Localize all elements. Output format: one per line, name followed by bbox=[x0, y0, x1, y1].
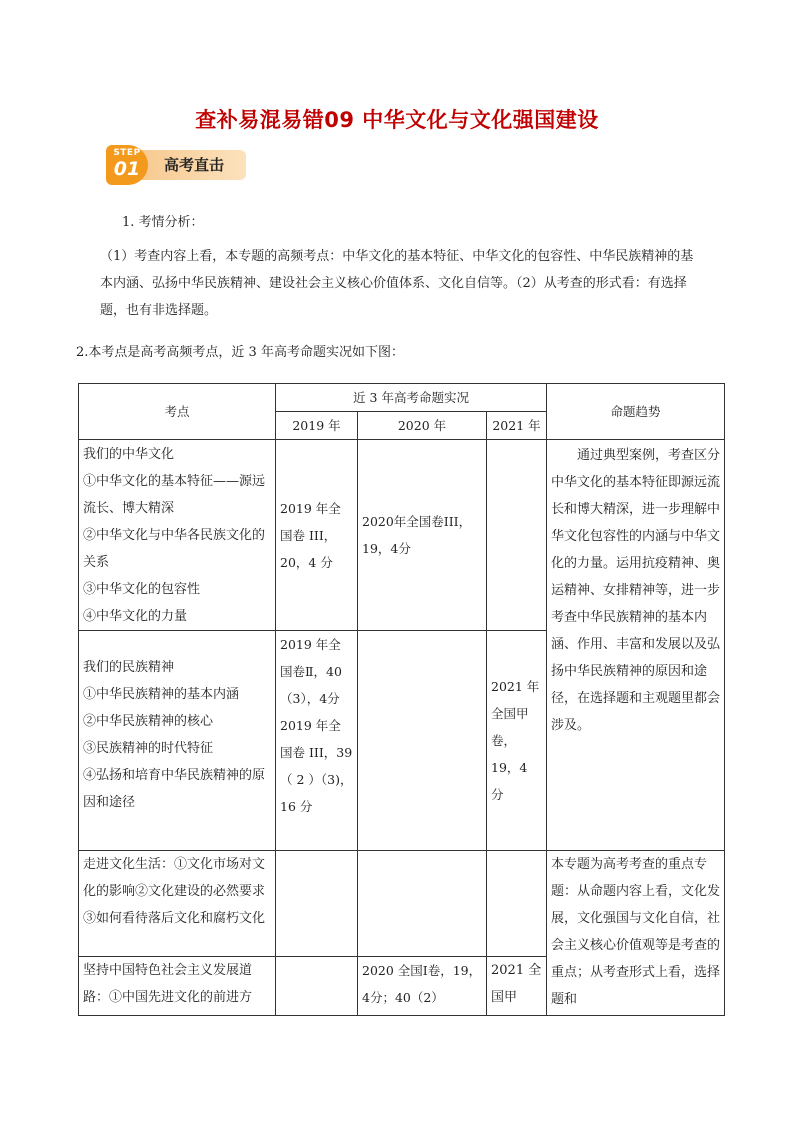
topic-cell: 走进文化生活：①文化市场对文化的影响②文化建设的必然要求③如何看待落后文化和腐朽文化 bbox=[79, 851, 276, 957]
cell-2019: 2019 年全国卷Ⅱ，40（3），4分 2019 年全国卷 III，39 （ 2 ）（3)，16 分 bbox=[276, 631, 358, 851]
cell-2020 bbox=[358, 631, 487, 851]
cell-2021: 2021 全国甲 bbox=[487, 957, 547, 1016]
step-number-badge bbox=[106, 145, 148, 185]
topic-item: ①中华民族精神的基本内涵 bbox=[83, 687, 240, 702]
header-topic: 考点 bbox=[79, 384, 276, 440]
cell-2020: 2020年全国卷III，19，4分 bbox=[358, 440, 487, 631]
step-word: STEP bbox=[113, 148, 141, 158]
cell-2021 bbox=[487, 851, 547, 957]
step-badge bbox=[106, 145, 248, 185]
topic-title: 我们的中华文化 bbox=[83, 447, 175, 462]
section-heading: 1. 考情分析： bbox=[122, 215, 204, 230]
topic-item: ③中华文化的包容性 bbox=[83, 582, 201, 597]
topic-cell bbox=[79, 440, 276, 631]
header-trend: 命题趋势 bbox=[547, 384, 725, 440]
cell-2019 bbox=[276, 851, 358, 957]
topic-cell: 坚持中国特色社会主义发展道路：①中国先进文化的前进方 bbox=[79, 957, 276, 1016]
header-group: 近 3 年高考命题实况 bbox=[276, 384, 547, 412]
topic-item: ③民族精神的时代特征 bbox=[83, 741, 214, 756]
intro-paragraph: （1）考查内容上看，本专题的高频考点：中华文化的基本特征、中华文化的包容性、中华民族精神的基本内涵、弘扬中华民族精神、建设社会主义核心价值体系、文化自信等。（2）从考查的形式看：有选择题，也有非选择题。 bbox=[100, 249, 694, 318]
cell-2019: 2019 年全国卷 III，20，4 分 bbox=[276, 440, 358, 631]
table-row bbox=[79, 440, 725, 631]
exam-table bbox=[78, 383, 725, 1016]
step-number: 01 bbox=[113, 158, 141, 180]
cell-2021: 2021 年全国甲卷，19，4 分 bbox=[487, 631, 547, 851]
topic-item: ④弘扬和培育中华民族精神的原因和途径 bbox=[83, 768, 266, 810]
topic-cell bbox=[79, 631, 276, 851]
cell-2021 bbox=[487, 440, 547, 631]
cell-2019 bbox=[276, 957, 358, 1016]
table-intro-line: 2.本考点是高考高频考点，近 3 年高考命题实况如下图： bbox=[76, 345, 404, 360]
step-label: 高考直击 bbox=[164, 156, 225, 174]
table-row bbox=[79, 851, 725, 957]
cell-2020: 2020 全国Ⅰ卷，19，4分；40（2） bbox=[358, 957, 487, 1016]
document-title: 查补易混易错09 中华文化与文化强国建设 bbox=[195, 108, 599, 132]
topic-item: ②中华民族精神的核心 bbox=[83, 714, 214, 729]
topic-item: ④中华文化的力量 bbox=[83, 609, 188, 624]
topic-item: ①中华文化的基本特征——源远流长、博大精深 bbox=[83, 474, 266, 516]
trend-cell: 通过典型案例，考查区分中华文化的基本特征即源远流长和博大精深，进一步理解中华文化包容性的内涵与中华文化的力量。运用抗疫精神、奥运精神、女排精神等，进一步考查中华民族精神的基本内涵、作用、丰富和发展以及弘扬中华民族精神的原因和途径，在选择题和主观题里都会涉及。 bbox=[547, 440, 725, 851]
header-2019: 2019 年 bbox=[276, 412, 358, 440]
topic-item: ②中华文化与中华各民族文化的关系 bbox=[83, 528, 266, 570]
header-2021: 2021 年 bbox=[487, 412, 547, 440]
cell-2020 bbox=[358, 851, 487, 957]
topic-title: 我们的民族精神 bbox=[83, 660, 175, 675]
header-2020: 2020 年 bbox=[358, 412, 487, 440]
trend-cell: 本专题为高考考查的重点专题：从命题内容上看，文化发展，文化强国与文化自信，社会主义核心价值观等是考查的重点；从考查形式上看，选择题和 bbox=[547, 851, 725, 1016]
